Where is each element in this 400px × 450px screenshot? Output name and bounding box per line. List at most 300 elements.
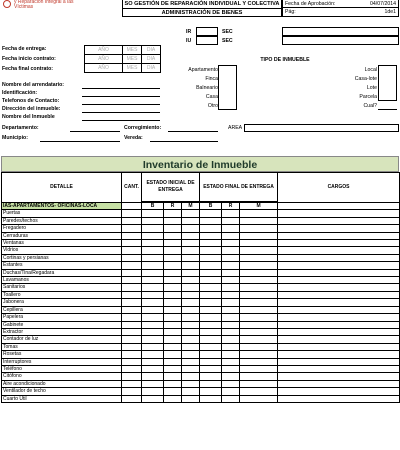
- item-label: Ventilador de techo: [2, 388, 122, 395]
- final-b-cell[interactable]: [200, 321, 222, 328]
- table-row: [2, 254, 400, 261]
- final-b-cell[interactable]: [200, 314, 222, 321]
- corregimiento-line[interactable]: [168, 131, 218, 132]
- qty-cell[interactable]: [122, 395, 142, 402]
- start-year[interactable]: AÑO: [85, 55, 123, 64]
- final-b-cell[interactable]: [200, 388, 222, 395]
- item-label: Paredes/techos: [2, 217, 122, 224]
- initial-m-cell[interactable]: [182, 388, 200, 395]
- initial-r-cell[interactable]: [164, 358, 182, 365]
- charges-cell[interactable]: [278, 291, 400, 298]
- initial-b-cell[interactable]: [142, 262, 164, 269]
- initial-r-cell[interactable]: [164, 351, 182, 358]
- charges-cell[interactable]: [278, 240, 400, 247]
- charges-cell[interactable]: [278, 306, 400, 313]
- final-b-cell[interactable]: [200, 380, 222, 387]
- final-b-cell[interactable]: [200, 365, 222, 372]
- qty-cell[interactable]: [122, 247, 142, 254]
- initial-b-cell[interactable]: [142, 291, 164, 298]
- final-r-cell[interactable]: [222, 254, 240, 261]
- initial-m-cell[interactable]: [182, 277, 200, 284]
- final-r-cell[interactable]: [222, 343, 240, 350]
- initial-m-cell[interactable]: [182, 284, 200, 291]
- final-r-cell[interactable]: [222, 291, 240, 298]
- qty-cell[interactable]: [122, 240, 142, 247]
- final-m-cell[interactable]: [240, 343, 278, 350]
- charges-cell[interactable]: [278, 269, 400, 276]
- initial-r-cell[interactable]: [164, 232, 182, 239]
- charges-cell[interactable]: [278, 225, 400, 232]
- initial-r-cell[interactable]: [164, 373, 182, 380]
- final-m-cell[interactable]: [240, 380, 278, 387]
- initial-b-cell[interactable]: [142, 306, 164, 313]
- initial-r-cell[interactable]: [164, 291, 182, 298]
- final-b-cell[interactable]: [200, 306, 222, 313]
- final-r-cell[interactable]: [222, 247, 240, 254]
- charges-cell[interactable]: [278, 210, 400, 217]
- initial-b-cell[interactable]: [142, 388, 164, 395]
- charges-cell[interactable]: [278, 217, 400, 224]
- final-m-cell[interactable]: [240, 247, 278, 254]
- initial-b-cell[interactable]: [142, 254, 164, 261]
- final-m-cell[interactable]: [240, 358, 278, 365]
- table-row: [2, 321, 400, 328]
- qty-cell[interactable]: [122, 343, 142, 350]
- final-m-cell[interactable]: [240, 254, 278, 261]
- charges-cell[interactable]: [278, 358, 400, 365]
- final-r-cell[interactable]: [222, 395, 240, 402]
- final-m-cell[interactable]: [240, 284, 278, 291]
- type-apartamento: Apartamento: [188, 67, 218, 73]
- property-type-left: [160, 65, 240, 120]
- qty-cell[interactable]: [122, 328, 142, 335]
- item-label: Sanitarios: [2, 284, 122, 291]
- final-r-cell[interactable]: [222, 351, 240, 358]
- initial-b-cell[interactable]: [142, 269, 164, 276]
- initial-r-cell[interactable]: [164, 240, 182, 247]
- property-name-label: Nombre del Inmueble: [2, 114, 55, 120]
- qty-cell[interactable]: [122, 388, 142, 395]
- initial-r-cell[interactable]: [164, 277, 182, 284]
- final-m-cell[interactable]: [240, 225, 278, 232]
- table-row: [2, 388, 400, 395]
- header-title-box: [122, 0, 282, 17]
- table-row: [2, 262, 400, 269]
- charges-cell[interactable]: [278, 277, 400, 284]
- qty-cell[interactable]: [122, 321, 142, 328]
- qty-cell[interactable]: [122, 232, 142, 239]
- initial-b-cell[interactable]: [142, 217, 164, 224]
- initial-r-cell[interactable]: [164, 210, 182, 217]
- inventory-title: Inventario de Inmueble: [1, 156, 399, 172]
- final-m-cell[interactable]: [240, 291, 278, 298]
- qty-cell[interactable]: [122, 314, 142, 321]
- vereda-line[interactable]: [150, 141, 218, 142]
- initial-m-cell[interactable]: [182, 321, 200, 328]
- initial-m: M: [182, 203, 200, 210]
- item-label: Fregadero: [2, 225, 122, 232]
- initial-r-cell[interactable]: [164, 336, 182, 343]
- phones-line[interactable]: [82, 104, 160, 105]
- initial-r-cell[interactable]: [164, 284, 182, 291]
- initial-b-cell[interactable]: [142, 284, 164, 291]
- initial-b-cell[interactable]: [142, 321, 164, 328]
- initial-m-cell[interactable]: [182, 314, 200, 321]
- date-fields: [84, 45, 161, 73]
- table-row: [2, 269, 400, 276]
- final-b-cell[interactable]: [200, 284, 222, 291]
- final-r-cell[interactable]: [222, 262, 240, 269]
- initial-r-cell[interactable]: [164, 247, 182, 254]
- page-label: Pág:: [285, 9, 296, 15]
- initial-r-cell[interactable]: [164, 299, 182, 306]
- final-m-cell[interactable]: [240, 277, 278, 284]
- final-b-cell[interactable]: [200, 373, 222, 380]
- initial-r-cell[interactable]: [164, 321, 182, 328]
- initial-r-cell[interactable]: [164, 328, 182, 335]
- item-label: Contador de luz: [2, 336, 122, 343]
- initial-b-cell[interactable]: [142, 358, 164, 365]
- charges-cell[interactable]: [278, 373, 400, 380]
- initial-m-cell[interactable]: [182, 328, 200, 335]
- initial-m-cell[interactable]: [182, 351, 200, 358]
- contract-end-label: Fecha final contrato:: [2, 66, 54, 72]
- final-m-cell[interactable]: [240, 388, 278, 395]
- final-m-cell[interactable]: [240, 321, 278, 328]
- delivery-month[interactable]: MES: [123, 46, 142, 55]
- type-local: Local: [364, 67, 377, 73]
- id-label: Identificación:: [2, 90, 38, 96]
- qty-cell[interactable]: [122, 269, 142, 276]
- qty-cell[interactable]: [122, 373, 142, 380]
- final-m-cell[interactable]: [240, 262, 278, 269]
- final-r-cell[interactable]: [222, 225, 240, 232]
- final-b: B: [200, 203, 222, 210]
- property-name-line[interactable]: [82, 120, 160, 121]
- item-label: Citófono: [2, 373, 122, 380]
- code-sec2-box[interactable]: [282, 36, 399, 45]
- initial-b-cell[interactable]: [142, 351, 164, 358]
- table-row: [2, 395, 400, 402]
- qty-cell[interactable]: [122, 299, 142, 306]
- final-m-cell[interactable]: [240, 328, 278, 335]
- qty-cell[interactable]: [122, 262, 142, 269]
- initial-b-cell[interactable]: [142, 343, 164, 350]
- charges-cell[interactable]: [278, 254, 400, 261]
- item-label: Cerraduras: [2, 232, 122, 239]
- qty-cell[interactable]: [122, 217, 142, 224]
- item-label: Ventanas: [2, 240, 122, 247]
- final-r-cell[interactable]: [222, 240, 240, 247]
- final-m-cell[interactable]: [240, 306, 278, 313]
- final-r-cell[interactable]: [222, 299, 240, 306]
- qty-cell[interactable]: [122, 210, 142, 217]
- col-final-header: ESTADO FINAL DE ENTREGA: [200, 173, 278, 202]
- charges-cell[interactable]: [278, 351, 400, 358]
- charges-cell[interactable]: [278, 284, 400, 291]
- qty-cell[interactable]: [122, 358, 142, 365]
- final-b-cell[interactable]: [200, 247, 222, 254]
- initial-r-cell[interactable]: [164, 314, 182, 321]
- initial-m-cell[interactable]: [182, 343, 200, 350]
- header-meta-box: [282, 0, 399, 17]
- charges-cell[interactable]: [278, 365, 400, 372]
- code-ir-box[interactable]: [196, 27, 218, 36]
- initial-m-cell[interactable]: [182, 262, 200, 269]
- initial-m-cell[interactable]: [182, 232, 200, 239]
- final-m-cell[interactable]: [240, 351, 278, 358]
- final-r-cell[interactable]: [222, 232, 240, 239]
- final-m-cell[interactable]: [240, 269, 278, 276]
- logo: [0, 0, 122, 11]
- code-ir-label: IR: [186, 29, 192, 35]
- final-m-cell[interactable]: [240, 240, 278, 247]
- charges-cell[interactable]: [278, 299, 400, 306]
- initial-m-cell[interactable]: [182, 240, 200, 247]
- type-left-checkbox[interactable]: [218, 65, 237, 110]
- table-row: [2, 277, 400, 284]
- qty-cell[interactable]: [122, 254, 142, 261]
- item-label: Cortinas y persianas: [2, 254, 122, 261]
- initial-r: R: [164, 203, 182, 210]
- final-r-cell[interactable]: [222, 365, 240, 372]
- initial-m-cell[interactable]: [182, 365, 200, 372]
- charges-cell[interactable]: [278, 262, 400, 269]
- header-subtitle: ADMINISTRACIÓN DE BIENES: [161, 10, 243, 16]
- department-line[interactable]: [70, 131, 120, 132]
- logo-text: y Reparación Integral a las Víctimas: [14, 0, 74, 10]
- corregimiento-label: Corregimiento:: [124, 125, 162, 131]
- final-b-cell[interactable]: [200, 210, 222, 217]
- code-iu-box[interactable]: [196, 36, 218, 45]
- charges-cell[interactable]: [278, 314, 400, 321]
- item-label: Duchas/Tina/Regadara: [2, 269, 122, 276]
- initial-b-cell[interactable]: [142, 210, 164, 217]
- start-day[interactable]: DIA: [142, 55, 161, 64]
- final-m-cell[interactable]: [240, 210, 278, 217]
- table-row: [2, 210, 400, 217]
- initial-b-cell[interactable]: [142, 380, 164, 387]
- final-b-cell[interactable]: [200, 328, 222, 335]
- final-m: M: [240, 203, 278, 210]
- charges-cell[interactable]: [278, 343, 400, 350]
- table-row: [2, 306, 400, 313]
- final-b-cell[interactable]: [200, 262, 222, 269]
- final-b-cell[interactable]: [200, 291, 222, 298]
- code-sec2-label: SEC: [222, 38, 233, 44]
- charges-cell[interactable]: [278, 247, 400, 254]
- initial-b-cell[interactable]: [142, 373, 164, 380]
- item-label: Rosetas: [2, 351, 122, 358]
- charges-cell[interactable]: [278, 232, 400, 239]
- initial-r-cell[interactable]: [164, 395, 182, 402]
- qty-cell[interactable]: [122, 291, 142, 298]
- initial-r-cell[interactable]: [164, 380, 182, 387]
- charges-cell[interactable]: [278, 380, 400, 387]
- end-month[interactable]: MES: [123, 64, 142, 73]
- final-m-cell[interactable]: [240, 217, 278, 224]
- final-b-cell[interactable]: [200, 225, 222, 232]
- charges-cell[interactable]: [278, 336, 400, 343]
- initial-r-cell[interactable]: [164, 254, 182, 261]
- initial-m-cell[interactable]: [182, 306, 200, 313]
- final-b-cell[interactable]: [200, 217, 222, 224]
- area-box[interactable]: [244, 124, 399, 132]
- page-value: 1de1: [384, 9, 396, 15]
- qty-cell[interactable]: [122, 365, 142, 372]
- final-b-cell[interactable]: [200, 358, 222, 365]
- initial-m-cell[interactable]: [182, 210, 200, 217]
- charges-cell[interactable]: [278, 321, 400, 328]
- end-day[interactable]: DIA: [142, 64, 161, 73]
- qty-cell[interactable]: [122, 277, 142, 284]
- final-r-cell[interactable]: [222, 284, 240, 291]
- initial-m-cell[interactable]: [182, 217, 200, 224]
- initial-m-cell[interactable]: [182, 291, 200, 298]
- initial-b-cell[interactable]: [142, 277, 164, 284]
- final-b-cell[interactable]: [200, 395, 222, 402]
- initial-b-cell[interactable]: [142, 232, 164, 239]
- initial-m-cell[interactable]: [182, 380, 200, 387]
- charges-cell[interactable]: [278, 388, 400, 395]
- type-cual-line[interactable]: [378, 109, 397, 110]
- table-row: [2, 247, 400, 254]
- final-r-cell[interactable]: [222, 321, 240, 328]
- table-row: [2, 314, 400, 321]
- initial-b-cell[interactable]: [142, 240, 164, 247]
- initial-m-cell[interactable]: [182, 254, 200, 261]
- final-b-cell[interactable]: [200, 269, 222, 276]
- delivery-year[interactable]: AÑO: [85, 46, 123, 55]
- initial-m-cell[interactable]: [182, 225, 200, 232]
- table-row: [2, 284, 400, 291]
- initial-m-cell[interactable]: [182, 336, 200, 343]
- address-label: Dirección del inmueble:: [2, 106, 61, 112]
- final-m-cell[interactable]: [240, 373, 278, 380]
- initial-b-cell[interactable]: [142, 395, 164, 402]
- initial-b-cell[interactable]: [142, 247, 164, 254]
- table-row: [2, 217, 400, 224]
- initial-m-cell[interactable]: [182, 247, 200, 254]
- final-r-cell[interactable]: [222, 336, 240, 343]
- final-r-cell[interactable]: [222, 277, 240, 284]
- final-m-cell[interactable]: [240, 314, 278, 321]
- tenant-line[interactable]: [82, 88, 160, 89]
- col-initial-header: ESTADO INICIAL DE ENTREGA: [142, 173, 200, 202]
- final-m-cell[interactable]: [240, 299, 278, 306]
- final-r-cell[interactable]: [222, 306, 240, 313]
- qty-cell[interactable]: [122, 380, 142, 387]
- final-m-cell[interactable]: [240, 336, 278, 343]
- initial-b-cell[interactable]: [142, 299, 164, 306]
- id-line[interactable]: [82, 96, 160, 97]
- type-right-checkbox[interactable]: [378, 65, 397, 101]
- final-m-cell[interactable]: [240, 365, 278, 372]
- initial-m-cell[interactable]: [182, 358, 200, 365]
- logo-emblem-icon: [3, 0, 11, 8]
- initial-r-cell[interactable]: [164, 388, 182, 395]
- initial-m-cell[interactable]: [182, 269, 200, 276]
- table-row: [2, 373, 400, 380]
- final-b-cell[interactable]: [200, 343, 222, 350]
- initial-b-cell[interactable]: [142, 225, 164, 232]
- col-qty-header: CANT.: [122, 173, 142, 203]
- qty-cell[interactable]: [122, 351, 142, 358]
- final-b-cell[interactable]: [200, 254, 222, 261]
- type-balneario: Balneario: [196, 85, 218, 91]
- final-m-cell[interactable]: [240, 232, 278, 239]
- final-b-cell[interactable]: [200, 299, 222, 306]
- item-label: Teléfono: [2, 365, 122, 372]
- initial-r-cell[interactable]: [164, 306, 182, 313]
- type-otro: Otro: [207, 103, 218, 109]
- initial-b-cell[interactable]: [142, 328, 164, 335]
- initial-m-cell[interactable]: [182, 299, 200, 306]
- table-row: [2, 365, 400, 372]
- initial-r-cell[interactable]: [164, 343, 182, 350]
- final-b-cell[interactable]: [200, 277, 222, 284]
- item-label: Estantes: [2, 262, 122, 269]
- end-year[interactable]: AÑO: [85, 64, 123, 73]
- inventory-table: [1, 172, 400, 403]
- initial-b-cell[interactable]: [142, 365, 164, 372]
- final-r-cell[interactable]: [222, 328, 240, 335]
- final-r-cell[interactable]: [222, 217, 240, 224]
- qty-cell[interactable]: [122, 225, 142, 232]
- final-b-cell[interactable]: [200, 232, 222, 239]
- initial-r-cell[interactable]: [164, 225, 182, 232]
- table-row: [2, 291, 400, 298]
- start-month[interactable]: MES: [123, 55, 142, 64]
- charges-cell[interactable]: [278, 328, 400, 335]
- final-b-cell[interactable]: [200, 240, 222, 247]
- initial-r-cell[interactable]: [164, 217, 182, 224]
- delivery-day[interactable]: DIA: [142, 46, 161, 55]
- final-r-cell[interactable]: [222, 380, 240, 387]
- qty-cell[interactable]: [122, 284, 142, 291]
- header-title: SO GESTIÓN DE REPARACIÓN INDIVIDUAL Y COLECTIVA: [124, 1, 280, 7]
- qty-cell[interactable]: [122, 336, 142, 343]
- final-r-cell[interactable]: [222, 388, 240, 395]
- table-row: [2, 358, 400, 365]
- item-label: Papelera: [2, 314, 122, 321]
- municipality-line[interactable]: [40, 141, 120, 142]
- final-r-cell[interactable]: [222, 269, 240, 276]
- item-label: Cepillera: [2, 306, 122, 313]
- section-label: IAS-APARTAMENTOS- OFICINAS-LOCA: [2, 203, 122, 210]
- initial-r-cell[interactable]: [164, 365, 182, 372]
- final-r-cell[interactable]: [222, 210, 240, 217]
- initial-b-cell[interactable]: [142, 314, 164, 321]
- final-m-cell[interactable]: [240, 395, 278, 402]
- initial-m-cell[interactable]: [182, 395, 200, 402]
- final-b-cell[interactable]: [200, 336, 222, 343]
- initial-m-cell[interactable]: [182, 373, 200, 380]
- initial-r-cell[interactable]: [164, 269, 182, 276]
- qty-cell[interactable]: [122, 306, 142, 313]
- final-r-cell[interactable]: [222, 358, 240, 365]
- final-b-cell[interactable]: [200, 351, 222, 358]
- code-sec1-box[interactable]: [282, 27, 399, 36]
- final-r-cell[interactable]: [222, 373, 240, 380]
- address-line[interactable]: [82, 112, 160, 113]
- initial-r-cell[interactable]: [164, 262, 182, 269]
- charges-cell[interactable]: [278, 395, 400, 402]
- initial-b-cell[interactable]: [142, 336, 164, 343]
- final-r-cell[interactable]: [222, 314, 240, 321]
- table-row: [2, 336, 400, 343]
- type-finca: Finca: [205, 76, 218, 82]
